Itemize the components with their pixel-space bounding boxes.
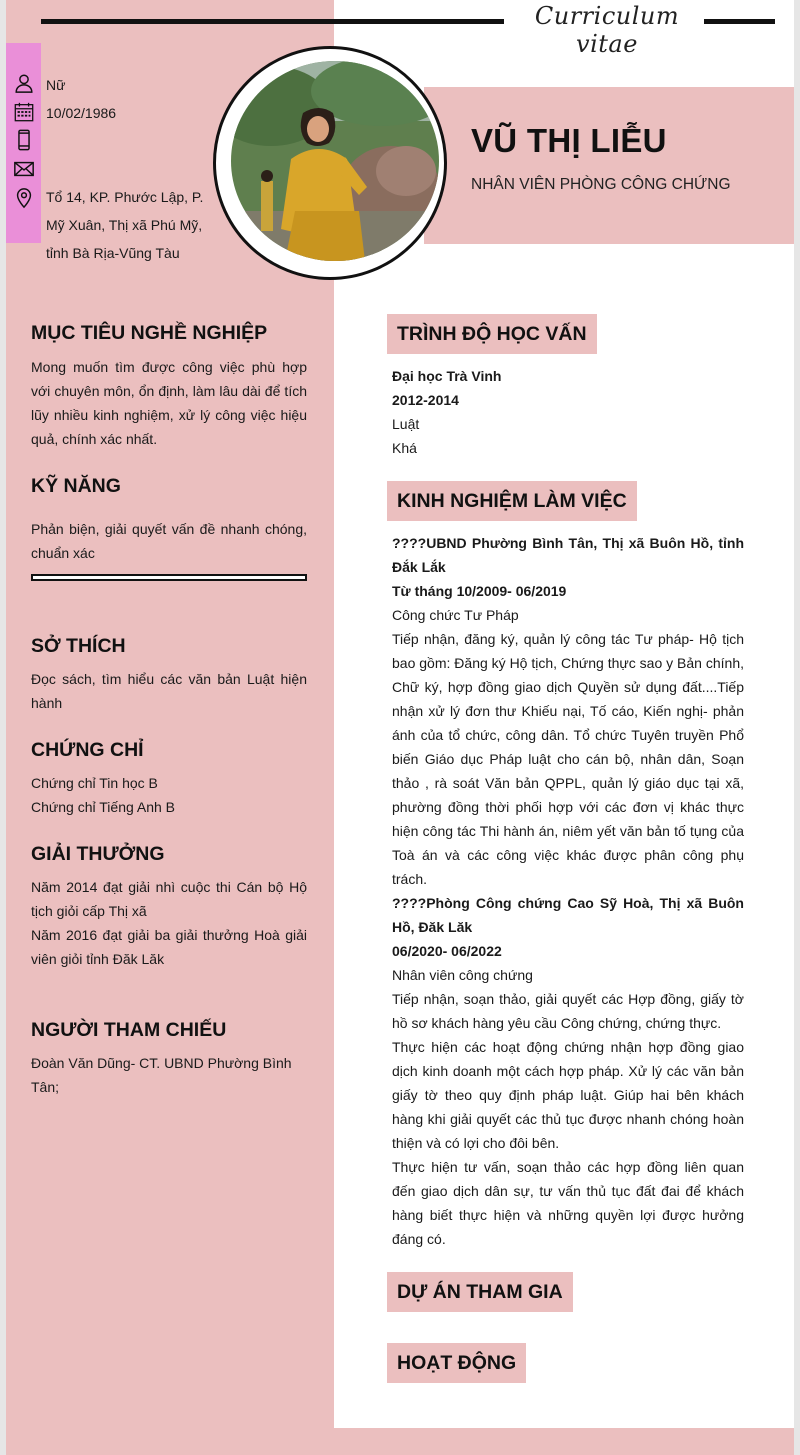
education-heading: TRÌNH ĐỘ HỌC VẤN [387,314,597,354]
profile-photo [231,61,439,261]
cv-title: Curriculum vitae [534,2,680,58]
job-detail: Thực hiện tư vấn, soạn thảo các hợp đồng liên quan đến giao dịch dân sự, tư vấn thủ tục đất đai để khách hàng biết thực hiện và những quyền lợi được hưởng đáng có. [392,1159,744,1247]
location-pin-icon [13,187,35,209]
education-grade: Khá [392,440,417,456]
education-major: Luật [392,416,420,432]
job-company: ????Phòng Công chứng Cao Sỹ Hoà, Thị xã Buôn Hồ, Đăk Lăk [392,895,744,935]
bottom-band [6,1428,794,1455]
candidate-name: VŨ THỊ LIỄU [471,122,667,159]
job-detail: Thực hiện các hoạt động chứng nhận hợp đồng giao dịch kinh doanh một cách hợp pháp. Xử lý các văn bản giấy tờ theo quy định pháp luật. Giúp hai bên khách hàng khi giải quyết các thủ tục được nhanh chóng hoàn thiện và có lợi cho đôi bên. [392,1039,744,1151]
address-line: Tổ 14, KP. Phước Lập, P. [46,189,204,205]
phone-icon [13,129,35,151]
job-detail: Tiếp nhận, soạn thảo, giải quyết các Hợp đồng, giấy tờ hồ sơ khách hàng yêu cầu Công chứng, chứng thực. [392,991,744,1031]
list-item: Năm 2014 đạt giải nhì cuộc thi Cán bộ Hộ tịch giỏi cấp Thị xã [31,879,307,919]
certificates-list [31,771,307,819]
calendar-icon [13,101,35,123]
user-icon [13,72,35,94]
mail-icon [13,158,35,180]
skill-level-bar [31,574,307,581]
list-item: Năm 2016 đạt giải ba giải thưởng Hoà giải viên giỏi tỉnh Đăk Lăk [31,927,307,967]
hobbies-heading: SỞ THÍCH [31,635,126,657]
job-period: Từ tháng 10/2009- 06/2019 [392,583,567,599]
birthdate: 10/02/1986 [46,105,117,121]
certificates-heading: CHỨNG CHỈ [31,739,144,761]
objective-heading: MỤC TIÊU NGHỀ NGHIỆP [31,322,268,344]
references-heading: NGƯỜI THAM CHIẾU [31,1019,227,1041]
projects-heading: DỰ ÁN THAM GIA [387,1272,573,1312]
hobbies-text: Đọc sách, tìm hiểu các văn bản Luật hiện hành [31,671,307,711]
address-line: Mỹ Xuân, Thị xã Phú Mỹ, [46,217,203,233]
name-band [424,87,794,244]
skills-heading: KỸ NĂNG [31,475,121,497]
education-years: 2012-2014 [392,392,459,408]
experience-heading: KINH NGHIỆM LÀM VIỆC [387,481,637,521]
list-item: Chứng chỉ Tiếng Anh B [31,799,176,815]
job-company: ????UBND Phường Bình Tân, Thị xã Buôn Hồ, tỉnh Đắk Lắk [392,535,744,575]
job-title: Nhân viên công chứng [392,967,533,983]
gender: Nữ [46,77,66,93]
skills-text: Phản biện, giải quyết vấn đề nhanh chóng, chuẩn xác [31,521,307,561]
references-text: Đoàn Văn Dũng- CT. UBND Phường Bình Tân; [31,1055,292,1095]
candidate-position: NHÂN VIÊN PHÒNG CÔNG CHỨNG [471,176,731,193]
header-rule-left [41,19,504,24]
experience-details [392,531,744,1251]
awards-list [31,875,307,971]
awards-heading: GIẢI THƯỞNG [31,843,165,865]
education-details [392,364,744,460]
list-item: Chứng chỉ Tin học B [31,775,158,791]
address-line: tỉnh Bà Rịa-Vũng Tàu [46,245,180,261]
school-name: Đại học Trà Vinh [392,368,502,384]
job-period: 06/2020- 06/2022 [392,943,502,959]
job-title: Công chức Tư Pháp [392,607,519,623]
job-detail: Tiếp nhận, đăng ký, quản lý công tác Tư pháp- Hộ tịch bao gồm: Đăng ký Hộ tịch, Chứng thực sao y Bản chính, Chữ ký, hợp đồng giao dịch Quyền sử dụng đất....Tiếp nhận xử lý đơn thư Khiếu nại, Tố cáo, Kiến nghị- phản ánh của tổ chức, công dân. Tổ chức Tuyên truyền Phổ biến Giáo dục Pháp luật cho cán bộ, nhân dân, Soạn thảo , rà soát Văn bản QPPL, quản lý giáo dục tại xã, phường đồng thời phối hợp với các đơn vị khác thực hiện công tác Thi hành án, niêm yết văn bản tố tụng của Toà án và các công việc khác được phân công phụ trách. [392,631,744,887]
objective-text: Mong muốn tìm được công việc phù hợp với chuyên môn, ổn định, làm lâu dài để tích lũy nhiều kinh nghiệm, xử lý công việc hiệu quả, chính xác nhất. [31,359,307,447]
header-rule-right [704,19,775,24]
activities-heading: HOẠT ĐỘNG [387,1343,526,1383]
